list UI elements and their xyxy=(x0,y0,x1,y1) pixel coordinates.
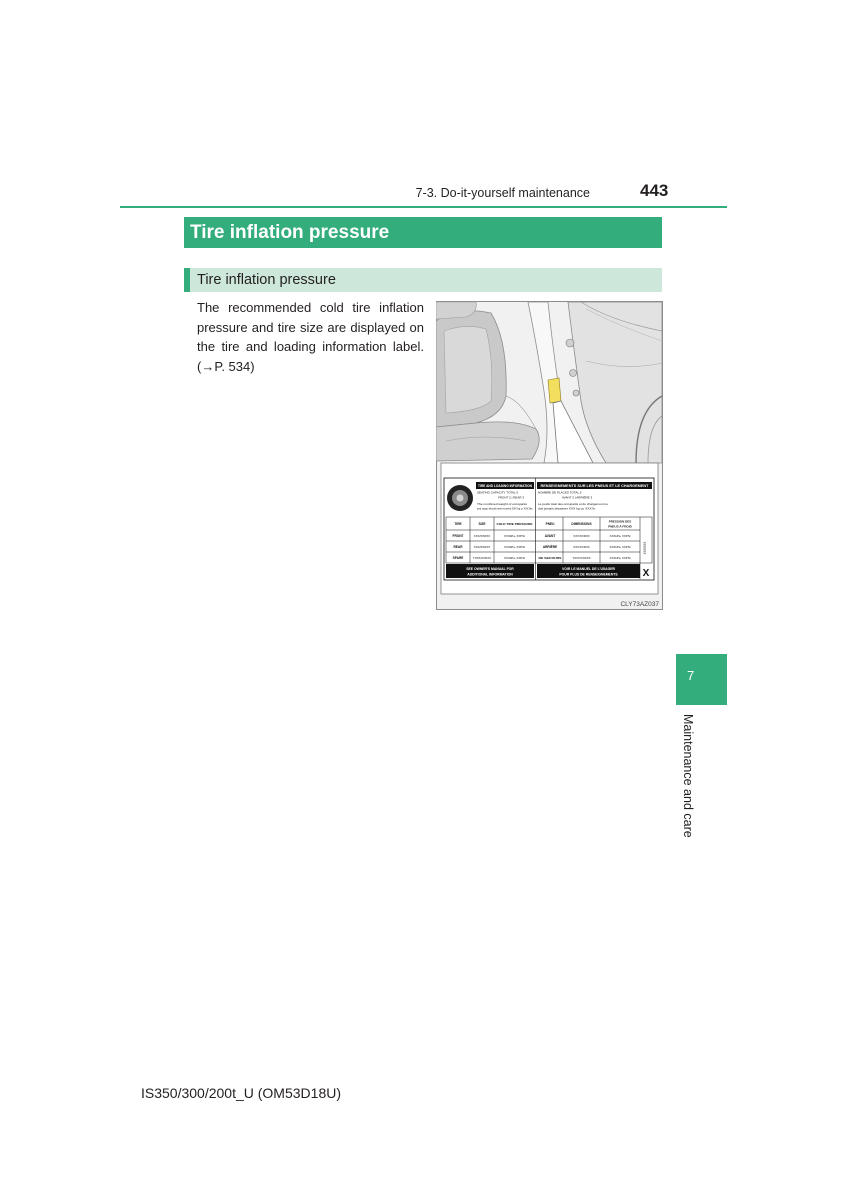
english-seating-split: FRONT 2 | REAR 3 xyxy=(498,495,525,500)
french-footer-note: VOIR LE MANUEL DE L'USAGER xyxy=(562,567,615,571)
french-row-pressure: XXXkPa, XXPSI xyxy=(609,534,631,538)
english-row-position: REAR xyxy=(453,545,463,549)
section-title-bar xyxy=(184,217,662,248)
french-row-size: XXX/XXRXX xyxy=(573,534,590,538)
english-seating-capacity: SEATING CAPACITY TOTAL 5 xyxy=(477,490,519,495)
footer-model-code: IS350/300/200t_U (OM53D18U) xyxy=(141,1085,341,1101)
body-line: The recommended cold tire inflation xyxy=(197,300,424,315)
english-row-size: XXX/XXRXX xyxy=(473,534,491,538)
door-latch xyxy=(566,339,574,347)
english-footer-note: SEE OWNER'S MANUAL FOR xyxy=(466,567,514,571)
french-col-pressure: PNEUS À FROID xyxy=(608,524,632,529)
english-row-pressure: XXXkPa, XXPSI xyxy=(504,556,525,560)
tire-icon-hub xyxy=(457,495,464,502)
tire-icon xyxy=(447,485,473,511)
french-footer-note: POUR PLUS DE RENSEIGNEMENTS xyxy=(559,572,618,577)
english-footer-note: ADDITIONAL INFORMATION xyxy=(467,572,513,577)
header-divider xyxy=(120,206,727,208)
section-title: Tire inflation pressure xyxy=(190,222,390,243)
french-seating-capacity: NOMBRE DE PLACES TOTAL 5 xyxy=(538,490,582,495)
running-header-section-title: 7-3. Do-it-yourself maintenance xyxy=(415,186,590,200)
french-row-size: XXX/XXRXX xyxy=(573,545,590,549)
french-heading: RENSEIGNEMENTS SUR LES PNEUS ET LE CHARGEMENT xyxy=(540,484,650,489)
english-row-size: TXXX/XXDXX xyxy=(472,556,492,560)
french-row-position: DE SECOURS xyxy=(538,556,562,560)
seat-cushion xyxy=(436,422,539,461)
seat-back-panel xyxy=(444,326,492,413)
tire-label-highlight xyxy=(548,378,561,403)
french-weight-note: Le poids total des occupants et du chargement ne xyxy=(538,502,609,506)
english-row-pressure: XXXkPa, XXPSI xyxy=(504,545,525,549)
tire-label-location-illustration xyxy=(436,301,663,610)
page-reference: (→P. 534) xyxy=(197,358,255,374)
english-row-position: SPARE xyxy=(452,556,464,560)
english-row-position: FRONT xyxy=(452,534,464,538)
body-line: pressure and tire size are displayed on xyxy=(197,319,424,335)
french-col-tire: PNEU xyxy=(545,522,555,526)
door-stopper xyxy=(573,390,579,396)
car-interior-scene xyxy=(436,302,662,463)
english-row-pressure: XXXkPa, XXPSI xyxy=(504,534,525,538)
english-col-tire: TIRE xyxy=(454,522,462,526)
english-col-size: SIZE xyxy=(478,522,486,526)
label-vertical-code: XXXXXX xyxy=(643,541,647,555)
english-weight-note: and cargo should never exceed XXX kg or XXX lbs. xyxy=(477,506,534,511)
french-row-position: AVANT xyxy=(544,534,556,538)
door-striker xyxy=(570,370,577,377)
label-corner-code: X xyxy=(642,568,650,579)
french-col-pressure: PRESSION DES xyxy=(608,519,632,524)
chapter-title-vertical: Maintenance and care xyxy=(681,714,695,838)
french-weight-note: doit jamais dépasser XXX kg ou XXX lb. xyxy=(538,506,597,511)
french-seating-split: AVANT 2 | ARRIÈRE 3 xyxy=(562,495,593,500)
subheading-title: Tire inflation pressure xyxy=(197,272,336,288)
body-line: the tire and loading information label. xyxy=(197,339,424,354)
page-number: 443 xyxy=(640,181,669,200)
body-paragraph xyxy=(197,298,424,376)
french-row-size: TXXX/XXDXX xyxy=(572,556,591,560)
subheading-bar xyxy=(184,268,662,292)
french-row-position: ARRIÈRE xyxy=(542,545,558,549)
english-heading: TIRE AND LOADING INFORMATION xyxy=(478,484,533,489)
figure-code: CLY73AZ037 xyxy=(620,601,659,608)
english-weight-note: The combined weight of occupants xyxy=(477,502,528,506)
french-row-pressure: XXXkPa, XXPSI xyxy=(609,545,631,549)
chapter-tab xyxy=(676,654,727,705)
chapter-number: 7 xyxy=(687,668,695,683)
french-row-pressure: XXXkPa, XXPSI xyxy=(609,556,631,560)
tire-loading-label xyxy=(444,478,654,580)
english-col-pressure: COLD TIRE PRESSURE xyxy=(496,522,533,526)
french-col-size: DIMENSIONS xyxy=(571,522,592,526)
english-row-size: XXX/XXRXX xyxy=(473,545,491,549)
